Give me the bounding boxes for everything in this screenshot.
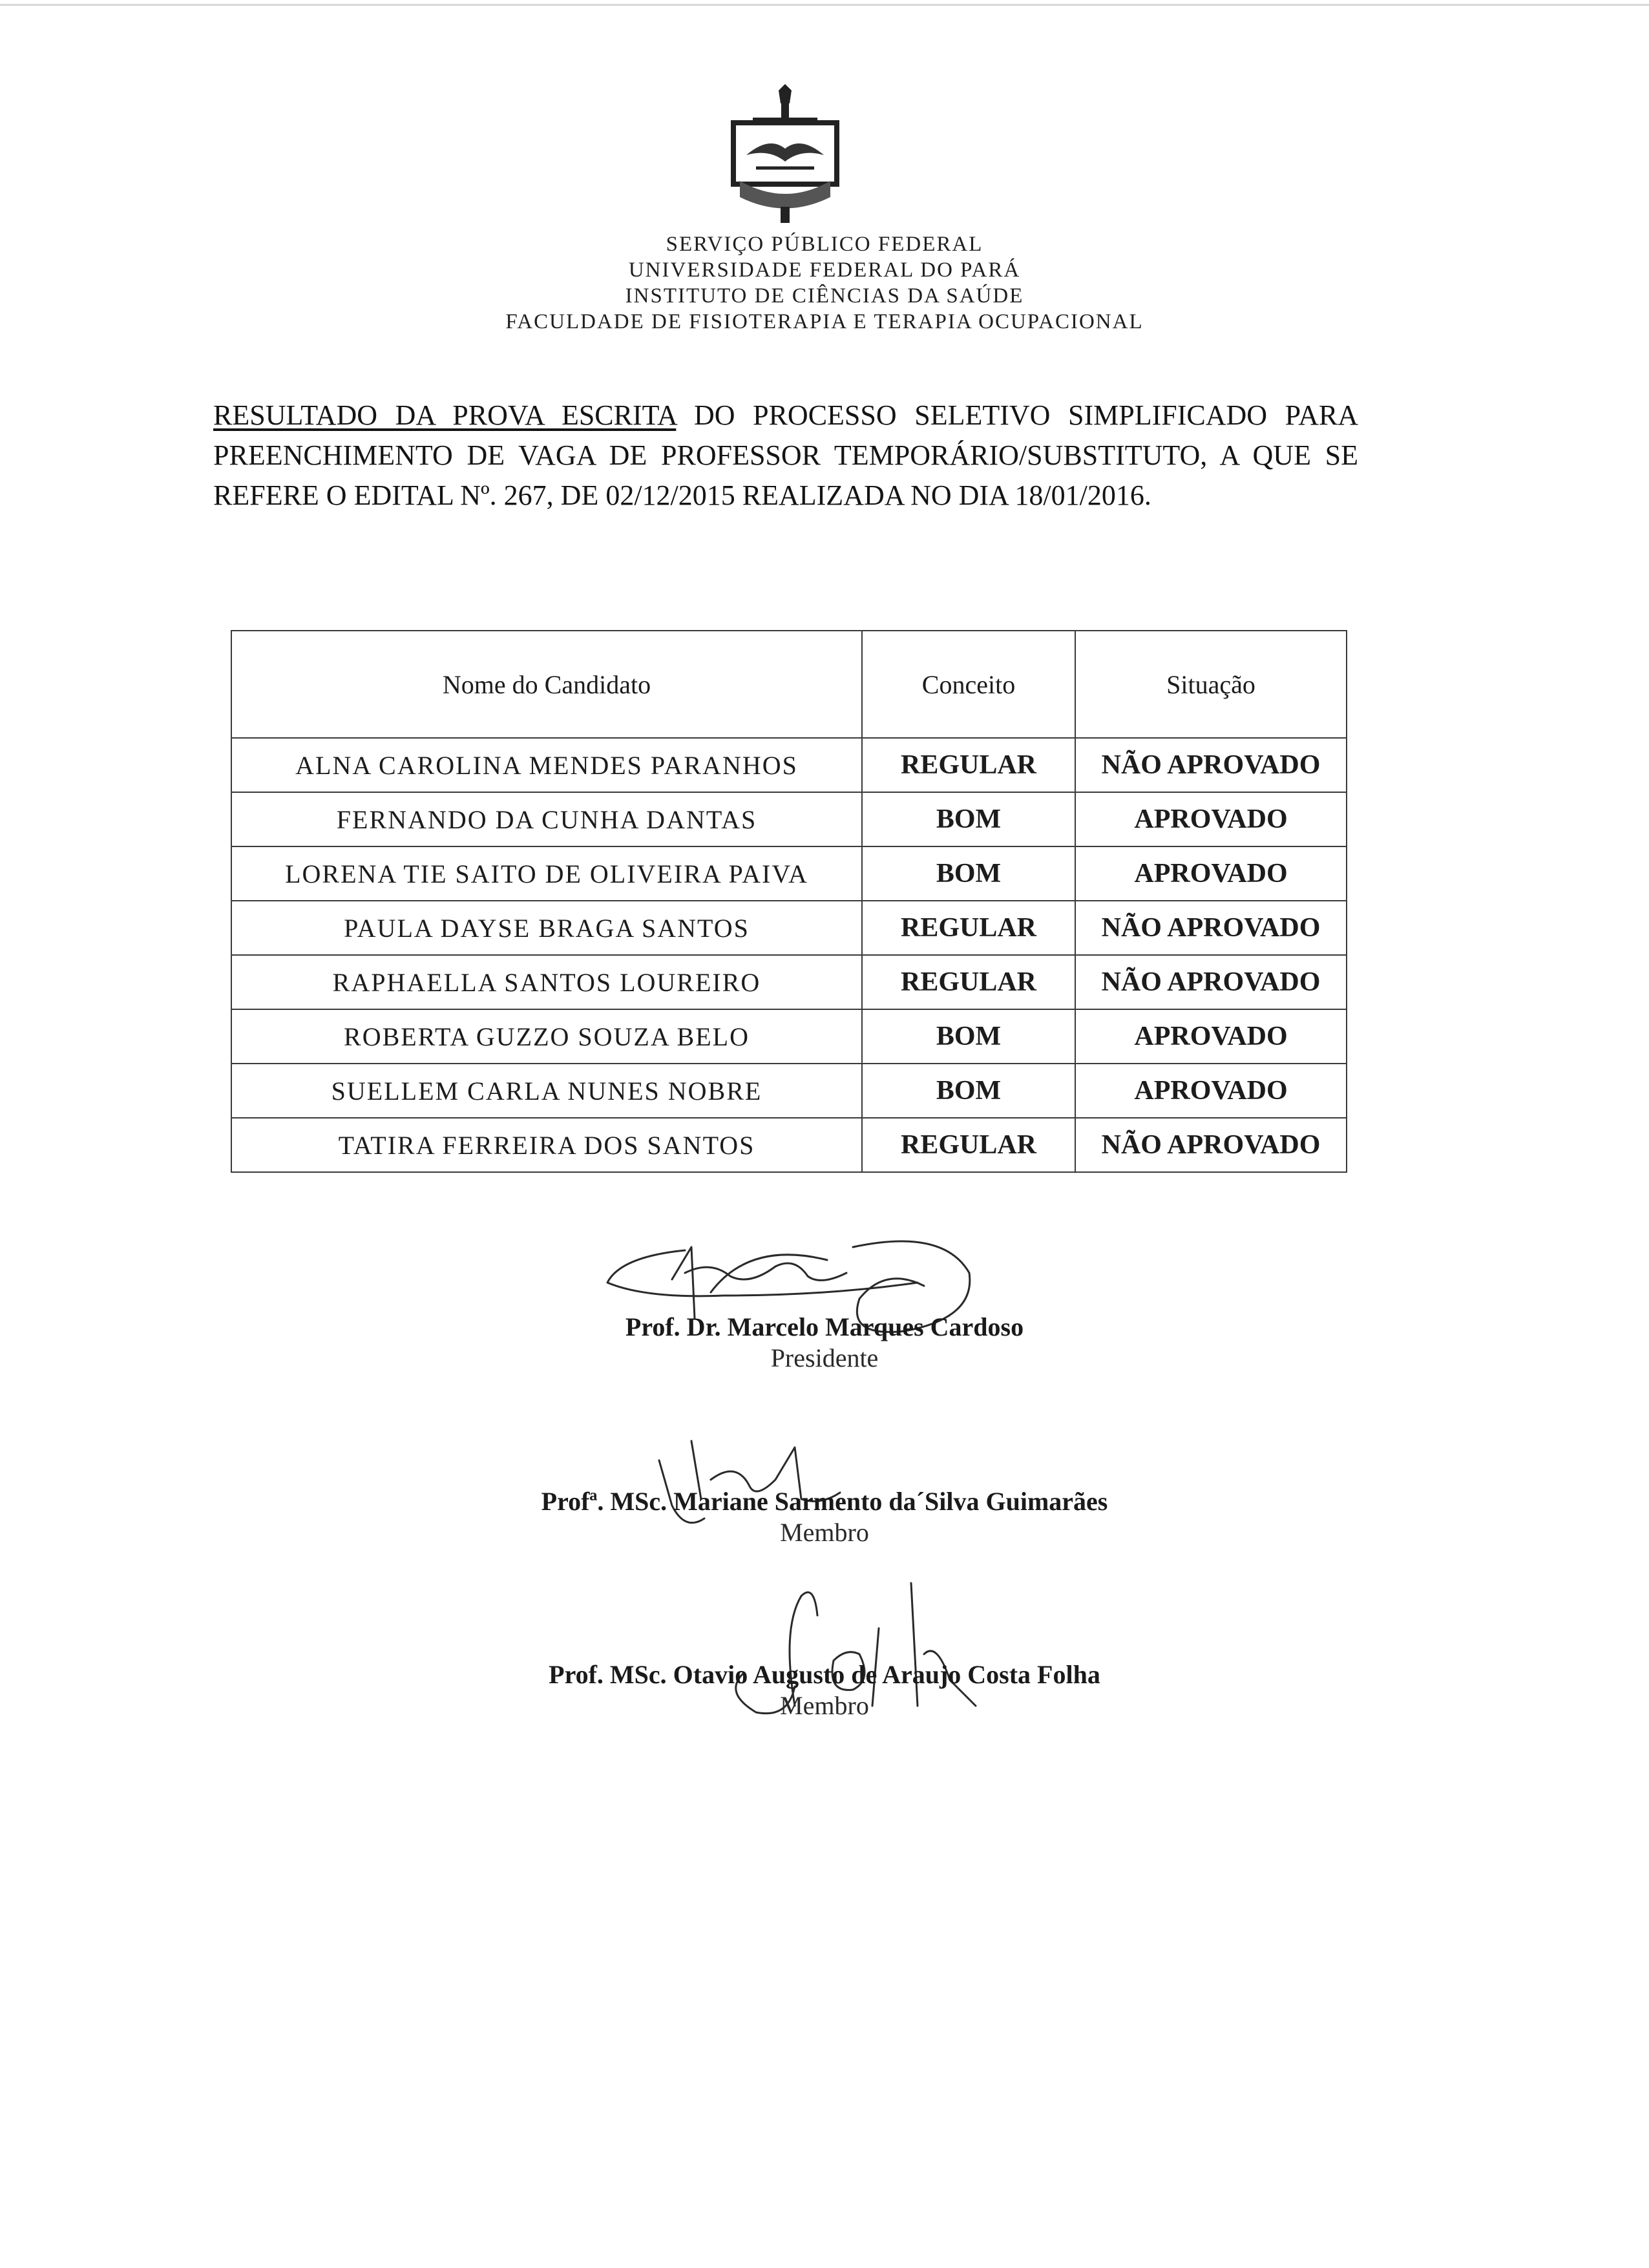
title-rest: DO PROCESSO SELETIVO SIMPLIFICADO PARA PREENCHIMENTO DE VAGA DE PROFESSOR TEMPORÁRIO/SUBSTITUTO, A QUE SE REFERE O EDITAL Nº. 267, DE 02/12/2015 REALIZADA NO DIA 18/01/2016. — [213, 399, 1358, 511]
candidate-status: APROVADO — [1075, 1064, 1347, 1118]
signer-role: Membro — [780, 1691, 869, 1720]
candidate-name: ALNA CAROLINA MENDES PARANHOS — [231, 738, 862, 792]
candidate-name: LORENA TIE SAITO DE OLIVEIRA PAIVA — [231, 846, 862, 901]
candidate-name: ROBERTA GUZZO SOUZA BELO — [231, 1009, 862, 1064]
university-crest-logo — [717, 84, 853, 226]
table-row — [231, 792, 1347, 846]
candidate-status: NÃO APROVADO — [1075, 738, 1347, 792]
signer-name: Prof. Dr. Marcelo Marques Cardoso — [625, 1312, 1024, 1341]
results-table — [231, 630, 1347, 1173]
table-row — [231, 955, 1347, 1009]
candidate-name: PAULA DAYSE BRAGA SANTOS — [231, 901, 862, 955]
candidate-grade: REGULAR — [862, 901, 1075, 955]
signer-name: Prof. MSc. Otavio Augusto de Araujo Costa Folha — [549, 1660, 1100, 1689]
candidate-status: APROVADO — [1075, 1009, 1347, 1064]
signature-block-2 — [0, 1486, 1649, 1548]
signer-name: Profª. MSc. Mariane Sarmento da´Silva Guimarães — [541, 1487, 1108, 1516]
candidate-name: RAPHAELLA SANTOS LOUREIRO — [231, 955, 862, 1009]
header-name: Nome do Candidato — [231, 631, 862, 738]
candidate-status: NÃO APROVADO — [1075, 1118, 1347, 1172]
table-row — [231, 846, 1347, 901]
table-row — [231, 1064, 1347, 1118]
header-status: Situação — [1075, 631, 1347, 738]
candidate-name: SUELLEM CARLA NUNES NOBRE — [231, 1064, 862, 1118]
institution-header — [0, 231, 1649, 335]
signature-block-3 — [0, 1659, 1649, 1721]
table-row — [231, 1009, 1347, 1064]
signer-role: Presidente — [770, 1343, 879, 1372]
candidate-name: TATIRA FERREIRA DOS SANTOS — [231, 1118, 862, 1172]
table-row — [231, 901, 1347, 955]
header-line-2: UNIVERSIDADE FEDERAL DO PARÁ — [628, 258, 1021, 282]
candidate-status: NÃO APROVADO — [1075, 955, 1347, 1009]
table-header-row — [231, 631, 1347, 738]
title-underlined: RESULTADO DA PROVA ESCRITA — [213, 399, 677, 431]
signature-block-1 — [0, 1312, 1649, 1374]
header-grade: Conceito — [862, 631, 1075, 738]
candidate-grade: BOM — [862, 792, 1075, 846]
table-row — [231, 1118, 1347, 1172]
candidate-status: NÃO APROVADO — [1075, 901, 1347, 955]
candidate-grade: BOM — [862, 1009, 1075, 1064]
candidate-grade: REGULAR — [862, 1118, 1075, 1172]
candidate-status: APROVADO — [1075, 846, 1347, 901]
candidate-name: FERNANDO DA CUNHA DANTAS — [231, 792, 862, 846]
table-row — [231, 738, 1347, 792]
header-line-3: INSTITUTO DE CIÊNCIAS DA SAÚDE — [625, 284, 1024, 308]
candidate-grade: REGULAR — [862, 955, 1075, 1009]
candidate-grade: BOM — [862, 846, 1075, 901]
candidate-grade: BOM — [862, 1064, 1075, 1118]
document-title — [213, 395, 1358, 516]
candidate-grade: REGULAR — [862, 738, 1075, 792]
scan-edge-line — [0, 4, 1649, 6]
header-line-4: FACULDADE DE FISIOTERAPIA E TERAPIA OCUPACIONAL — [505, 310, 1144, 333]
header-line-1: SERVIÇO PÚBLICO FEDERAL — [666, 233, 983, 256]
signer-role: Membro — [780, 1518, 869, 1547]
candidate-status: APROVADO — [1075, 792, 1347, 846]
